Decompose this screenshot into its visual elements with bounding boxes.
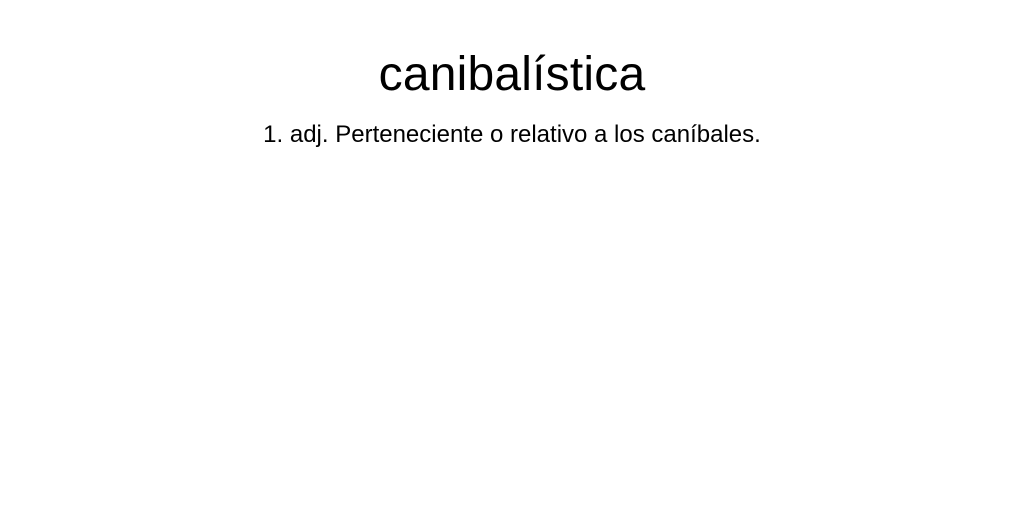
definition-text: 1. adj. Perteneciente o relativo a los caníbales. [263, 121, 761, 148]
headword-title: canibalística [378, 48, 646, 101]
dictionary-entry [0, 0, 1024, 150]
